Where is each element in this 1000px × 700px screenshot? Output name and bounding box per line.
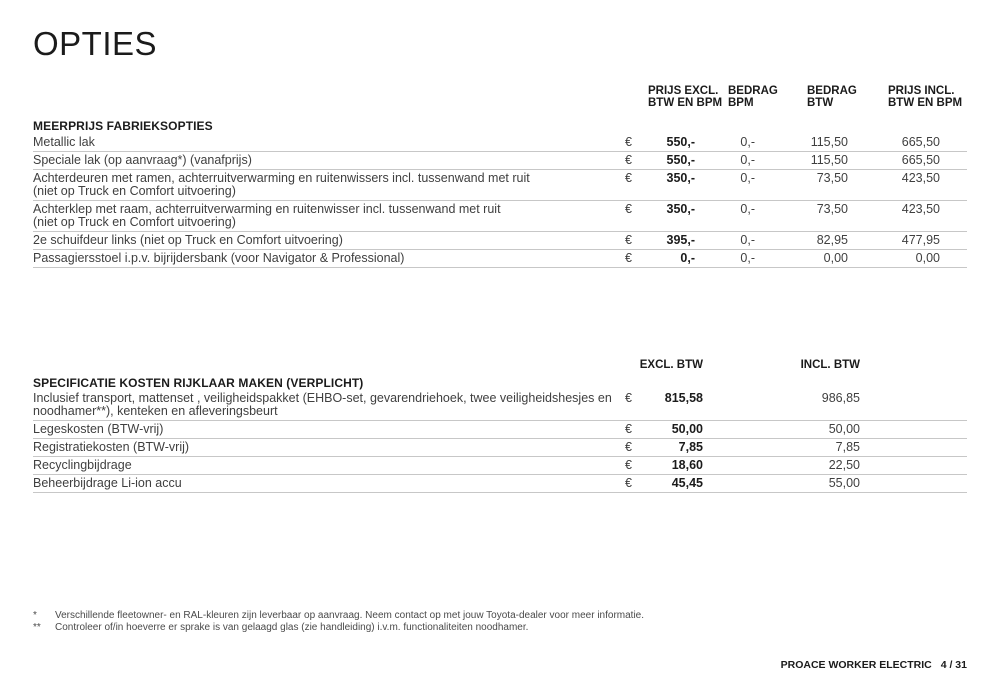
btw-value: 115,50 [810,135,848,149]
column-header-line: PRIJS INCL. [888,85,955,97]
btw-value: 82,95 [816,233,848,247]
footnote [33,610,967,622]
currency-symbol: € [625,458,632,472]
table1-section-title: MEERPRIJS FABRIEKSOPTIES [33,119,213,133]
currency-symbol: € [625,233,632,247]
price-incl-value: 0,00 [915,251,940,265]
column-header-incl-btw: INCL. BTW [800,359,860,371]
currency-symbol: € [625,440,632,454]
price-incl-value: 477,95 [901,233,940,247]
table-row [33,134,967,152]
option-label: Speciale lak (op aanvraag*) (vanafprijs) [33,153,252,167]
currency-symbol: € [625,135,632,149]
column-header-line: BPM [728,96,754,109]
cost-label: Recyclingbijdrage [33,458,132,472]
price-incl-value: 665,50 [901,153,940,167]
footnote-marker: * [33,610,37,621]
price-excl-value: 550,- [666,153,695,167]
table-row [33,390,967,421]
currency-symbol: € [625,391,632,405]
btw-value: 73,50 [816,171,848,185]
column-header-line: BTW EN BPM [648,96,723,109]
table-row [33,170,967,201]
column-header-line: PRIJS EXCL. [648,85,719,97]
currency-symbol: € [625,153,632,167]
excl-btw-value: 7,85 [678,440,703,454]
excl-btw-value: 50,00 [671,422,703,436]
table-row [33,201,967,232]
price-excl-value: 395,- [666,233,695,247]
price-excl-value: 350,- [666,171,695,185]
currency-symbol: € [625,476,632,490]
table-row [33,152,967,170]
incl-btw-value: 55,00 [828,476,860,490]
bpm-value: 0,- [740,251,755,265]
page-number: 4 / 31 [940,659,967,671]
column-header-bedrag-btw [807,86,857,109]
page-footer [781,659,967,671]
column-header-excl-btw: EXCL. BTW [639,359,703,371]
price-incl-value: 665,50 [901,135,940,149]
table1-column-headers [33,86,967,112]
excl-btw-value: 18,60 [671,458,703,472]
currency-symbol: € [625,202,632,216]
excl-btw-value: 815,58 [664,391,703,405]
footnote-marker: ** [33,621,41,633]
footnote-text: Verschillende fleetowner- en RAL-kleuren zijn leverbaar op aanvraag. Neem contact op met jouw Toyota-dealer voor meer informatie. [55,610,645,621]
excl-btw-value: 45,45 [671,476,703,490]
column-header-line: BEDRAG [807,85,857,97]
table1 [33,134,967,268]
cost-label: Beheerbijdrage Li-ion accu [33,476,182,490]
incl-btw-value: 986,85 [821,391,860,405]
table2 [33,390,967,493]
option-label: Passagiersstoel i.p.v. bijrijdersbank (voor Navigator & Professional) [33,251,405,265]
cost-label: Legeskosten (BTW-vrij) [33,422,164,436]
table-row [33,232,967,250]
incl-btw-value: 7,85 [835,440,860,454]
btw-value: 73,50 [816,202,848,216]
column-header-line: BEDRAG [728,85,778,97]
bpm-value: 0,- [740,135,755,149]
column-header-prijs-excl [648,86,722,109]
option-label: Achterdeuren met ramen, achterruitverwarming en ruitenwissers incl. tussenwand met ruit (niet op Truck en Comfort uitvoering) [33,171,530,198]
footnote-text: Controleer of/in hoeverre er sprake is van gelaagd glas (zie handleiding) i.v.m. functionaliteiten noodhamer. [55,621,529,633]
price-excl-value: 0,- [680,251,695,265]
table-row [33,439,967,457]
option-label: 2e schuifdeur links (niet op Truck en Comfort uitvoering) [33,233,343,247]
document-name: PROACE WORKER ELECTRIC [780,659,932,671]
column-header-line: BTW [807,96,834,109]
bpm-value: 0,- [740,233,755,247]
column-header-line: BTW EN BPM [888,96,963,109]
cost-label: Inclusief transport, mattenset , veiligheidspakket (EHBO-set, gevarendriehoek, twee veiligheidshesjes en noodhamer**), kenteken en afleveringsbeurt [33,391,612,418]
table-row [33,457,967,475]
bpm-value: 0,- [740,202,755,216]
table-row [33,475,967,493]
price-excl-value: 550,- [666,135,695,149]
currency-symbol: € [625,422,632,436]
page-title: OPTIES [33,25,158,62]
column-header-bedrag-bpm [728,86,778,109]
footnotes [33,610,967,633]
currency-symbol: € [625,251,632,265]
currency-symbol: € [625,171,632,185]
footnote [33,622,967,634]
column-header-prijs-incl [888,86,962,109]
option-label: Metallic lak [33,135,95,149]
price-incl-value: 423,50 [901,202,940,216]
cost-label: Registratiekosten (BTW-vrij) [33,440,190,454]
bpm-value: 0,- [740,153,755,167]
incl-btw-value: 50,00 [828,422,860,436]
price-incl-value: 423,50 [901,171,940,185]
bpm-value: 0,- [740,171,755,185]
btw-value: 0,00 [823,251,848,265]
incl-btw-value: 22,50 [828,458,860,472]
table2-section-title: SPECIFICATIE KOSTEN RIJKLAAR MAKEN (VERPLICHT) [33,376,364,390]
table2-column-headers [33,359,967,371]
price-excl-value: 350,- [666,202,695,216]
option-label: Achterklep met raam, achterruitverwarming en ruitenwisser incl. tussenwand met ruit (niet op Truck en Comfort uitvoering) [33,202,501,229]
btw-value: 115,50 [810,153,848,167]
table-row [33,250,967,268]
table-row [33,421,967,439]
